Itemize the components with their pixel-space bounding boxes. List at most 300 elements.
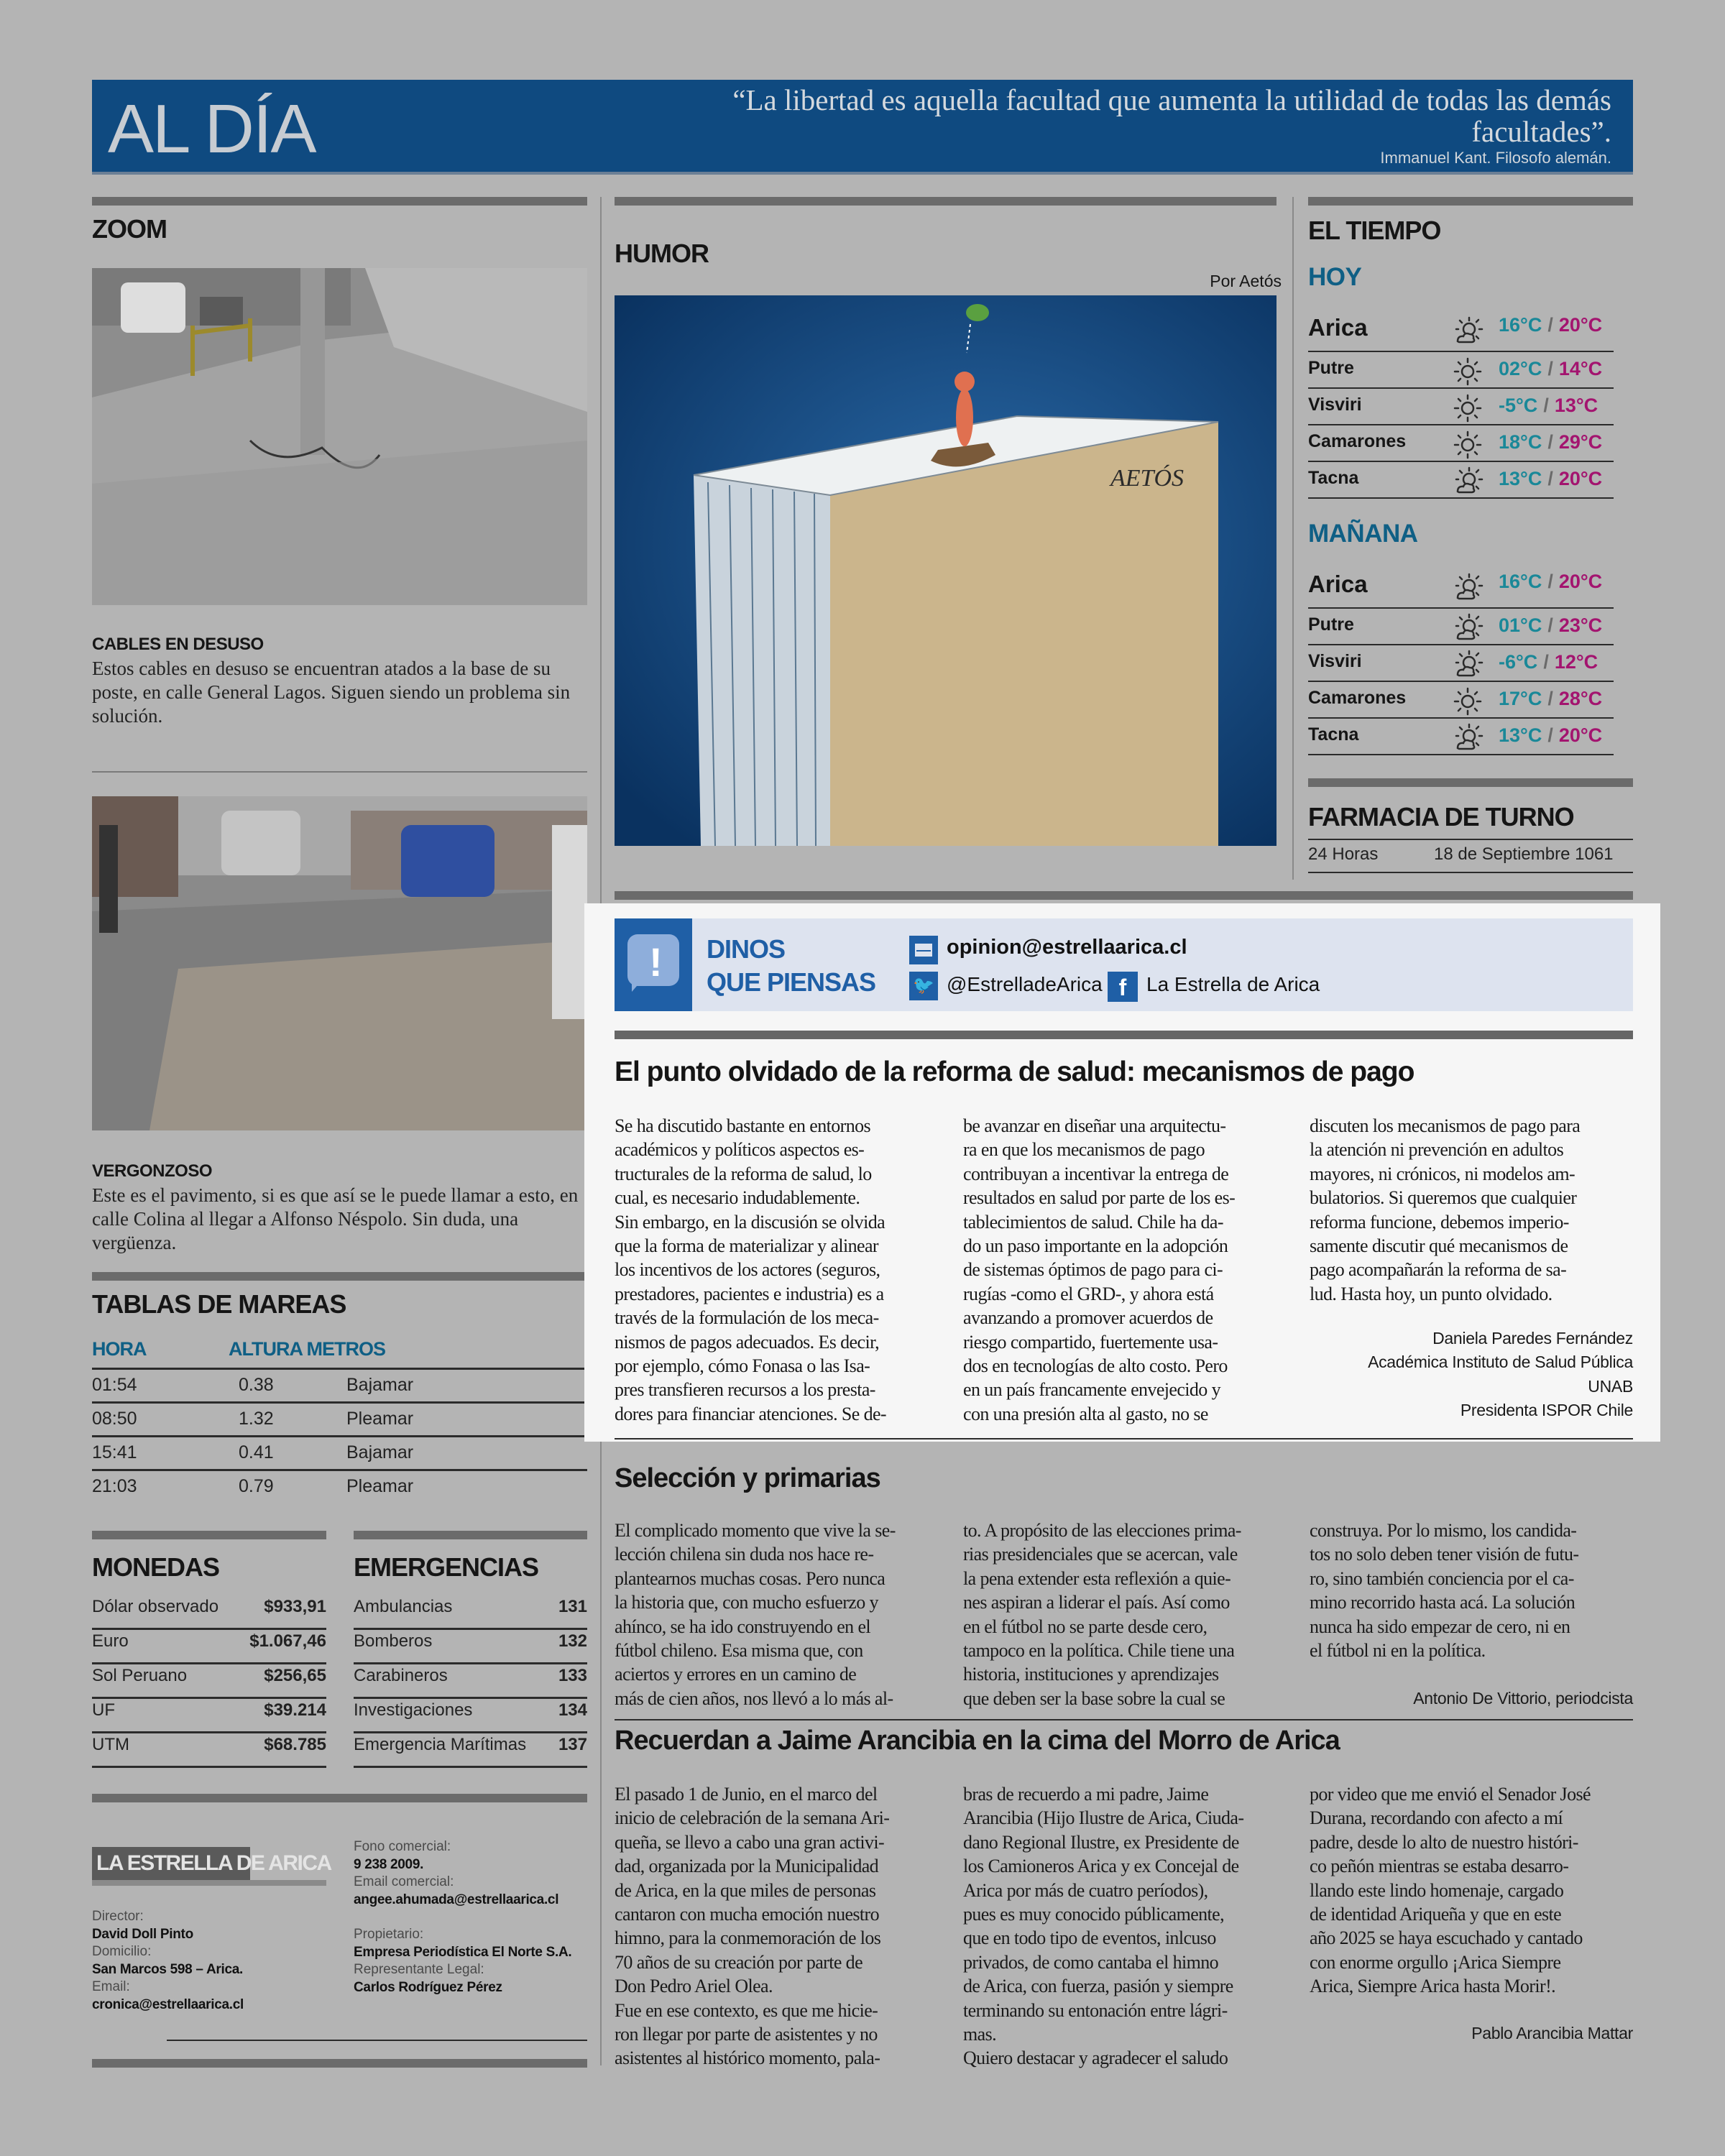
divider — [167, 2040, 587, 2041]
text-line: nes aspiran a liderar el país. Así como — [963, 1592, 1230, 1613]
table-divider — [92, 1628, 326, 1630]
weather-city: Camarones — [1308, 431, 1407, 451]
temp-min: 17°C — [1499, 688, 1542, 709]
temp-min: 18°C — [1499, 431, 1542, 453]
emergency-value: 137 — [558, 1735, 587, 1754]
text-line: rias presidenciales que se acercan, vale — [963, 1544, 1238, 1565]
section-header-banner — [92, 80, 1633, 175]
section-rule — [615, 891, 1633, 900]
temp-separator: / — [1547, 358, 1553, 379]
facebook-icon: f — [1108, 972, 1138, 1002]
text-line: la historia que, con mucho esfuerzo y — [615, 1592, 878, 1613]
tides-heading: TABLAS DE MAREAS — [92, 1289, 346, 1319]
text-line: pues es muy conocido públicamente, — [963, 1904, 1224, 1925]
text-line: de identidad Ariqueña y que en este — [1310, 1904, 1562, 1925]
divider — [615, 1719, 1633, 1720]
email-label: Email: — [92, 1979, 130, 1994]
table-divider — [92, 1469, 587, 1471]
email-comercial-label: Email comercial: — [354, 1874, 454, 1889]
section-rule — [615, 1031, 1633, 1039]
currency-name: UTM — [92, 1735, 129, 1754]
article-title: El punto olvidado de la reforma de salud: mecanismos de pago — [615, 1056, 1414, 1087]
article-signature — [1310, 1687, 1633, 1710]
text-line: dores para financiar atenciones. Se de- — [615, 1403, 886, 1424]
text-line: mino recorrido hasta acá. La solución — [1310, 1592, 1576, 1613]
weather-day-label: MAÑANA — [1308, 520, 1418, 548]
text-line: de Arica, en la que miles de personas — [615, 1879, 876, 1901]
weather-row — [1308, 462, 1633, 499]
signature-line: Antonio De Vittorio, periodcista — [1413, 1689, 1633, 1708]
sun-cloud-icon — [1452, 315, 1484, 347]
weather-city: Arica — [1308, 314, 1368, 341]
table-divider — [354, 1662, 587, 1664]
text-line: mas. — [963, 2024, 996, 2045]
weather-temps — [1499, 395, 1598, 417]
sun-cloud-icon — [1452, 722, 1484, 754]
text-line: Durana, recordando con afecto a mí — [1310, 1807, 1563, 1829]
photo-caption-text: Estos cables en desuso se encuentran atados a la base de su poste, en calle General Lagos. Siguen siendo un problema sin solución. — [92, 658, 571, 727]
temp-min: 13°C — [1499, 724, 1542, 746]
zoom-heading: ZOOM — [92, 214, 167, 244]
column-divider — [1292, 197, 1294, 880]
emergency-value: 132 — [558, 1631, 587, 1651]
text-line: la atención ni prevención en adultos — [1310, 1139, 1564, 1161]
text-line: El complicado momento que vive la se- — [615, 1520, 896, 1541]
article-column — [615, 1519, 938, 1710]
temp-max: 28°C — [1558, 688, 1603, 709]
article-title: Recuerdan a Jaime Arancibia en la cima del Morro de Arica — [615, 1726, 1340, 1756]
currency-name: Dólar observado — [92, 1597, 219, 1616]
emergency-value: 131 — [558, 1597, 587, 1616]
fono-value: 9 238 2009. — [354, 1856, 424, 1872]
weather-row — [1308, 352, 1633, 389]
pharmacy-heading: FARMACIA DE TURNO — [1308, 802, 1574, 831]
tide-hora: 15:41 — [92, 1442, 137, 1462]
article-column — [615, 1114, 938, 1426]
text-line: resultados en salud por parte de los es- — [963, 1187, 1236, 1209]
temp-separator: / — [1547, 431, 1553, 453]
sun-cloud-icon — [1452, 466, 1484, 497]
twitter-link[interactable]: @EstrelladeArica — [947, 973, 1103, 995]
table-divider — [92, 1766, 326, 1768]
section-title: AL DÍA — [108, 91, 316, 167]
signature-line: UNAB — [1588, 1376, 1633, 1396]
table-divider — [92, 1401, 587, 1404]
currency-name: Euro — [92, 1631, 129, 1651]
tide-tipo: Bajamar — [346, 1442, 414, 1462]
emergencias-heading: EMERGENCIAS — [354, 1552, 539, 1582]
temp-min: 13°C — [1499, 468, 1542, 489]
temp-max: 29°C — [1558, 431, 1603, 453]
contact-banner — [615, 918, 1633, 1011]
weather-city: Tacna — [1308, 724, 1359, 745]
text-line: lección chilena sin duda nos hace re- — [615, 1544, 874, 1565]
currency-name: UF — [92, 1700, 115, 1720]
text-line: Fue en ese contexto, es que me hicie- — [615, 1999, 878, 2021]
currency-value: $39.214 — [264, 1700, 326, 1720]
temp-max: 20°C — [1558, 571, 1603, 592]
text-line: terminando su entonación entre lágri- — [963, 1999, 1228, 2021]
tide-hora: 21:03 — [92, 1476, 137, 1496]
text-line: dos en tecnologías de alto costo. Pero — [963, 1355, 1228, 1377]
representante-label: Representante Legal: — [354, 1962, 484, 1977]
text-line: himno, para la conmemoración de los — [615, 1927, 881, 1949]
table-divider — [92, 1731, 326, 1733]
weather-temps — [1499, 431, 1602, 453]
article-column — [963, 1519, 1287, 1710]
text-line: asistentes al histórico momento, pala- — [615, 2047, 880, 2069]
weather-city: Putre — [1308, 358, 1354, 378]
emergency-name: Emergencia Marítimas — [354, 1735, 527, 1754]
weather-city: Tacna — [1308, 468, 1359, 488]
representante-value: Carlos Rodríguez Pérez — [354, 1979, 502, 1995]
weather-row — [1308, 425, 1633, 462]
text-line: académicos y políticos aspectos es- — [615, 1139, 865, 1161]
photo-image — [92, 268, 587, 605]
section-rule — [615, 197, 1276, 206]
text-line: Arancibia (Hijo Ilustre de Arica, Ciuda- — [963, 1807, 1244, 1829]
temp-min: 01°C — [1499, 614, 1542, 636]
text-line: Arica, Siempre Arica hasta Morir!. — [1310, 1976, 1556, 1997]
text-line: ra en que los mecanismos de pago — [963, 1139, 1205, 1161]
text-line: el fútbol ni en la política. — [1310, 1640, 1486, 1662]
text-line: Se ha discutido bastante en entornos — [615, 1115, 871, 1136]
text-line: aciertos y errores en un camino de — [615, 1664, 857, 1685]
text-line: los Camioneros Arica y ex Concejal de — [963, 1856, 1239, 1877]
text-line: de Arica, con fuerza, pasión y siempre — [963, 1976, 1233, 1997]
tide-altura: 1.32 — [239, 1409, 274, 1429]
temp-max: 20°C — [1558, 468, 1603, 489]
text-line: co peñón mientras se estaba desarro- — [1310, 1856, 1569, 1877]
photo-caption-text: Este es el pavimento, si es que así se le puede llamar a esto, en calle Colina al llegar a Alfonso Néspolo. Sin duda, una vergüenza. — [92, 1184, 579, 1253]
text-line: Don Pedro Ariel Olea. — [615, 1976, 773, 1997]
twitter-icon: 🐦 — [909, 972, 938, 1000]
text-line: reforma funcione, debemos imperio- — [1310, 1211, 1569, 1233]
text-line: dad, organizada por la Municipalidad — [615, 1856, 879, 1877]
text-line: por ejemplo, cómo Fonasa o las Isa- — [615, 1355, 870, 1377]
text-line: Quiero destacar y agradecer el saludo — [963, 2047, 1228, 2069]
temp-min: 02°C — [1499, 358, 1542, 379]
tide-tipo: Bajamar — [346, 1375, 414, 1395]
signature-line: Pablo Arancibia Mattar — [1471, 2024, 1633, 2042]
director-name: David Doll Pinto — [92, 1926, 193, 1942]
text-line: en el fútbol no se parte desde cero, — [963, 1616, 1208, 1637]
temp-separator: / — [1547, 571, 1553, 592]
text-line: cantaron con mucha emoción nuestro — [615, 1904, 880, 1925]
temp-separator: / — [1547, 468, 1553, 489]
table-divider — [354, 1766, 587, 1768]
humor-heading: HUMOR — [615, 239, 709, 268]
table-divider — [92, 1662, 326, 1664]
cartoon-image — [615, 295, 1276, 846]
temp-max: 12°C — [1554, 651, 1598, 673]
temp-separator: / — [1547, 614, 1553, 636]
weather-temps — [1499, 468, 1602, 490]
section-rule — [1308, 197, 1633, 206]
article-column — [1310, 1519, 1633, 1662]
sun-icon — [1452, 686, 1484, 717]
text-line: que deben ser la base sobre la cual se — [963, 1687, 1225, 1709]
text-line: do un paso importante en la adopción — [963, 1235, 1228, 1257]
text-line: nismos de pagos adecuados. Es decir, — [615, 1331, 879, 1353]
text-line: samente discutir qué mecanismos de — [1310, 1235, 1568, 1257]
tide-tipo: Pleamar — [346, 1409, 414, 1429]
text-line: contribuyan a incentivar la entrega de — [963, 1163, 1229, 1184]
weather-temps — [1499, 571, 1602, 593]
weather-row — [1308, 719, 1633, 755]
weather-temps — [1499, 614, 1602, 637]
text-line: más de cien años, nos llevó a lo más al- — [615, 1687, 893, 1709]
masthead-left — [92, 1908, 244, 2014]
text-line: padre, desde lo alto de nuestro históri- — [1310, 1831, 1578, 1853]
contact-title-line1: DINOS — [707, 934, 786, 964]
photo-caption-title: VERGONZOSO — [92, 1161, 213, 1181]
text-line: El pasado 1 de Junio, en el marco del — [615, 1784, 878, 1805]
table-divider — [354, 1697, 587, 1699]
section-rule — [354, 1531, 587, 1539]
temp-min: 16°C — [1499, 571, 1542, 592]
temp-separator: / — [1543, 395, 1549, 416]
text-line: discuten los mecanismos de pago para — [1310, 1115, 1581, 1136]
emergency-name: Carabineros — [354, 1666, 448, 1685]
sun-cloud-icon — [1452, 572, 1484, 604]
text-line: bulatorios. Si queremos que cualquier — [1310, 1187, 1577, 1209]
currency-value: $68.785 — [264, 1735, 326, 1754]
temp-separator: / — [1543, 651, 1549, 673]
text-line: llando este lindo homenaje, cargado — [1310, 1879, 1564, 1901]
sun-icon — [1452, 356, 1484, 387]
humor-cartoon[interactable] — [615, 295, 1276, 846]
text-line: mayores, ni crónicos, ni modelos am- — [1310, 1163, 1576, 1184]
text-line: la pena extender esta reflexión a quie- — [963, 1567, 1231, 1589]
text-line: con enorme orgullo ¡Arica Siempre — [1310, 1951, 1561, 1973]
divider — [1308, 872, 1633, 873]
photo-unused-cables[interactable] — [92, 268, 587, 605]
text-line: 70 años de su creación por parte de — [615, 1951, 863, 1973]
temp-separator: / — [1547, 688, 1553, 709]
temp-max: 20°C — [1558, 724, 1603, 746]
text-line: pago acompañarán la reforma de sa- — [1310, 1259, 1567, 1281]
text-line: que en todo tipo de eventos, inlcuso — [963, 1927, 1216, 1949]
propietario-value: Empresa Periodística El Norte S.A. — [354, 1944, 572, 1960]
propietario-label: Propietario: — [354, 1927, 424, 1942]
weather-row — [1308, 682, 1633, 719]
sun-cloud-icon — [1452, 612, 1484, 644]
photo-pavement[interactable] — [92, 796, 587, 1130]
text-line: Sin embargo, en la discusión se olvida — [615, 1211, 886, 1233]
tides-col-hora: HORA — [92, 1338, 147, 1360]
signature-line: Académica Instituto de Salud Pública — [1368, 1353, 1633, 1372]
emergency-name: Ambulancias — [354, 1597, 453, 1616]
signature-line: Presidenta ISPOR Chile — [1460, 1401, 1633, 1420]
fono-label: Fono comercial: — [354, 1839, 451, 1854]
weather-heading: EL TIEMPO — [1308, 216, 1441, 245]
text-line: privados, de como cantaba el himno — [963, 1951, 1219, 1973]
text-line: avanzando a promover acuerdos de — [963, 1307, 1213, 1329]
text-line: año 2025 se haya escuchado y cantado — [1310, 1927, 1583, 1949]
sun-cloud-icon — [1452, 649, 1484, 681]
currency-value: $256,65 — [264, 1666, 326, 1685]
tide-altura: 0.41 — [239, 1442, 274, 1462]
text-line: riesgo compartido, fuertemente usa- — [963, 1331, 1218, 1353]
text-line: prestadores, pacientes e industria) es a — [615, 1283, 884, 1304]
weather-city: Visviri — [1308, 651, 1362, 671]
weather-temps — [1499, 651, 1598, 673]
text-line: plantearnos muchas cosas. Pero nunca — [615, 1567, 886, 1589]
section-rule — [92, 1531, 326, 1539]
email-comercial-link[interactable]: angee.ahumada@estrellaarica.cl — [354, 1892, 559, 1907]
article-column — [1310, 1782, 1633, 1999]
text-line: fútbol chileno. Esa misma que, con — [615, 1640, 863, 1662]
tide-tipo: Pleamar — [346, 1476, 414, 1496]
text-line: en un país francamente envejecido y — [963, 1379, 1220, 1401]
section-rule — [92, 2059, 587, 2068]
domicilio-label: Domicilio: — [92, 1944, 152, 1959]
weather-day-label: HOY — [1308, 263, 1362, 291]
text-line: Arica por más de cuatro períodos), — [963, 1879, 1208, 1901]
section-rule — [1308, 778, 1633, 787]
director-label: Director: — [92, 1909, 144, 1924]
domicilio-value: San Marcos 598 – Arica. — [92, 1961, 243, 1977]
pharmacy-hours: 24 Horas — [1308, 844, 1379, 864]
monedas-heading: MONEDAS — [92, 1552, 220, 1582]
quote-attribution: Immanuel Kant. Filosofo alemán. — [1380, 149, 1611, 167]
weather-row — [1308, 609, 1633, 645]
text-line: por video que me envió el Senador José — [1310, 1784, 1591, 1805]
weather-temps — [1499, 688, 1602, 710]
cartoon-credit: Por Aetós — [1210, 272, 1282, 290]
article-signature — [1310, 2022, 1633, 2045]
text-line: ahínco, se ha ido construyendo en el — [615, 1616, 871, 1637]
article-column — [963, 1114, 1287, 1426]
text-line: lud. Hasta hoy, un punto olvidado. — [1310, 1283, 1552, 1304]
emergency-value: 134 — [558, 1700, 587, 1720]
article-column — [615, 1782, 938, 2070]
currency-name: Sol Peruano — [92, 1666, 188, 1685]
photo-image — [92, 796, 587, 1130]
text-line: con una presión alta al gasto, no se — [963, 1403, 1208, 1424]
weather-temps — [1499, 724, 1602, 747]
text-line: tos no solo deben tener visión de futu- — [1310, 1544, 1579, 1565]
tide-altura: 0.38 — [239, 1375, 274, 1395]
weather-city: Camarones — [1308, 688, 1407, 708]
article-column — [963, 1782, 1287, 2070]
weather-temps — [1499, 358, 1602, 380]
section-rule — [92, 197, 587, 206]
table-divider — [1308, 497, 1614, 499]
text-line: tructurales de la reforma de salud, lo — [615, 1163, 872, 1184]
signature-line: Daniela Paredes Fernández — [1432, 1329, 1633, 1348]
temp-min: -5°C — [1499, 395, 1538, 416]
text-line: ron llegar por parte de asistentes y no — [615, 2024, 878, 2045]
emergency-name: Investigaciones — [354, 1700, 473, 1720]
weather-city: Putre — [1308, 614, 1354, 635]
temp-max: 23°C — [1558, 614, 1603, 636]
text-line: ro, sino también conciencia por el ca- — [1310, 1567, 1574, 1589]
email-icon — [909, 936, 938, 964]
weather-row — [1308, 562, 1633, 609]
weather-row — [1308, 645, 1633, 682]
photo-caption-title: CABLES EN DESUSO — [92, 635, 264, 654]
text-line: los incentivos de los actores (seguros, — [615, 1259, 880, 1281]
temp-min: 16°C — [1499, 314, 1542, 336]
text-line: dano Regional Ilustre, ex Presidente de — [963, 1831, 1239, 1853]
cartoonist-signature: AETÓS — [1110, 465, 1184, 492]
sun-icon — [1452, 429, 1484, 461]
weather-row — [1308, 305, 1633, 352]
text-line: través de la formulación de los meca- — [615, 1307, 879, 1329]
contact-title-line2: QUE PIENSAS — [707, 967, 876, 997]
tides-col-altura: ALTURA METROS — [229, 1338, 385, 1360]
speech-bubble-icon: ! — [615, 918, 692, 1011]
text-line: inicio de celebración de la semana Ari- — [615, 1807, 890, 1829]
currency-value: $933,91 — [264, 1597, 326, 1616]
logo-text: LA ESTRELLA DE ARICA — [96, 1851, 331, 1875]
text-line: que la forma de materializar y alinear — [615, 1235, 878, 1257]
emergency-name: Bomberos — [354, 1631, 433, 1651]
divider — [92, 771, 587, 773]
currency-value: $1.067,46 — [249, 1631, 326, 1651]
table-divider — [92, 1435, 587, 1437]
tide-hora: 08:50 — [92, 1409, 137, 1429]
weather-city: Arica — [1308, 571, 1368, 597]
text-line: bras de recuerdo a mi padre, Jaime — [963, 1784, 1209, 1805]
temp-max: 20°C — [1558, 314, 1603, 336]
divider — [1308, 839, 1633, 840]
temp-max: 14°C — [1558, 358, 1603, 379]
pharmacy-address: 18 de Septiembre 1061 — [1434, 844, 1614, 864]
section-rule — [92, 1272, 587, 1281]
divider — [615, 1438, 1633, 1439]
masthead-right — [354, 1838, 571, 1996]
article-signature — [1310, 1327, 1633, 1423]
text-line: historia, instituciones y aprendizajes — [963, 1664, 1219, 1685]
contact-email-link[interactable]: opinion@estrellaarica.cl — [947, 936, 1187, 959]
text-line: pres transfieren recursos a los presta- — [615, 1379, 875, 1401]
tide-hora: 01:54 — [92, 1375, 137, 1395]
text-line: cual, es necesario indudablemente. — [615, 1187, 860, 1209]
weather-row — [1308, 389, 1633, 425]
table-divider — [92, 1368, 587, 1370]
text-line: nunca ha sido empezar de cero, ni en — [1310, 1616, 1570, 1637]
text-line: rugías -como el GRD-, y ahora está — [963, 1283, 1214, 1304]
section-rule — [92, 1794, 587, 1802]
temp-min: -6°C — [1499, 651, 1538, 673]
table-divider — [354, 1628, 587, 1630]
text-line: de sistemas óptimos de pago para ci- — [963, 1259, 1223, 1281]
text-line: be avanzar en diseñar una arquitectu- — [963, 1115, 1226, 1136]
text-line: tampoco en la política. Chile tiene una — [963, 1640, 1235, 1662]
text-line: queña, se llevo a cabo una gran activi- — [615, 1831, 885, 1853]
text-line: tablecimientos de salud. Chile ha da- — [963, 1211, 1223, 1233]
tide-altura: 0.79 — [239, 1476, 274, 1496]
newspaper-logo — [92, 1847, 331, 1887]
temp-separator: / — [1547, 724, 1553, 746]
text-line: to. A propósito de las elecciones prima- — [963, 1520, 1241, 1541]
table-divider — [354, 1731, 587, 1733]
text-line: construya. Por lo mismo, los candida- — [1310, 1520, 1577, 1541]
temp-max: 13°C — [1554, 395, 1598, 416]
table-divider — [1308, 754, 1614, 755]
table-divider — [92, 1697, 326, 1699]
emergency-value: 133 — [558, 1666, 587, 1685]
email-link[interactable]: cronica@estrellaarica.cl — [92, 1996, 244, 2012]
facebook-link[interactable]: La Estrella de Arica — [1146, 973, 1320, 995]
article-column — [1310, 1114, 1633, 1306]
sun-icon — [1452, 392, 1484, 424]
header-quote: “La libertad es aquella facultad que aumenta la utilidad de todas las demás facultades”. — [732, 83, 1611, 148]
temp-separator: / — [1547, 314, 1553, 336]
